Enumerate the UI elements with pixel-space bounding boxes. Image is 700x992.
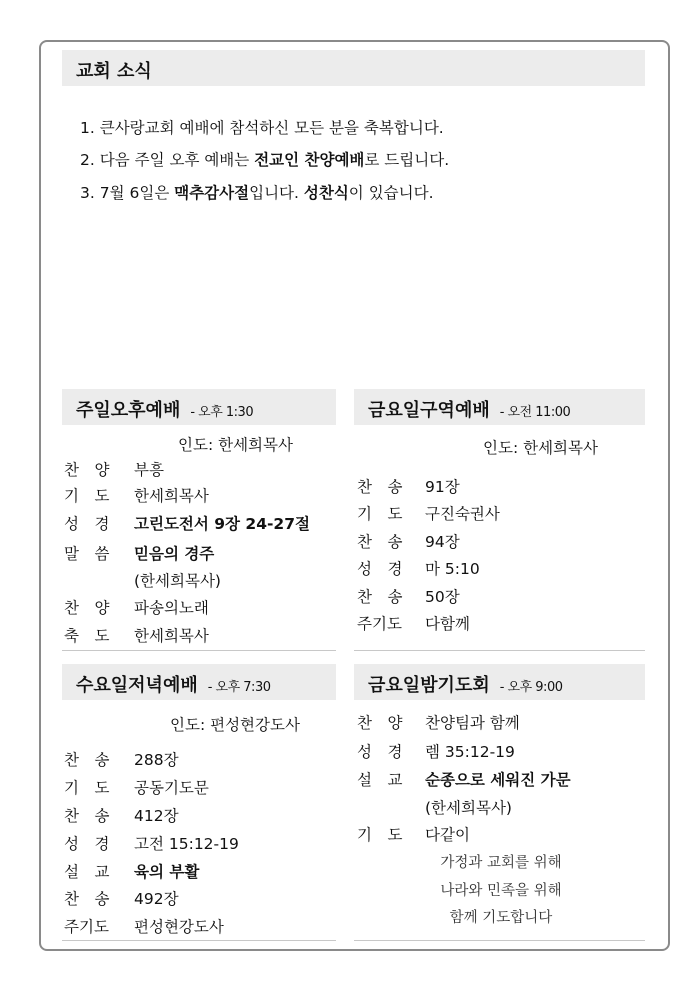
wednesday-service-time: - 오후 7:30 (207, 680, 271, 695)
order-label: 찬 송 (64, 890, 110, 908)
order-value: 편성현강도사 (134, 918, 224, 936)
divider (62, 940, 336, 941)
prayer-topic: 가정과 교회를 위해 (440, 855, 562, 871)
news-item-text: 다음 주일 오후 예배는 (99, 151, 255, 169)
wednesday-service-title: 수요일저녁예배 (76, 675, 198, 696)
wednesday-service-header (62, 664, 336, 700)
friday-night-prayer-title: 금요일밤기도회 (368, 675, 490, 696)
order-label: 찬 송 (64, 751, 110, 769)
order-value: (한세희목사) (134, 572, 221, 590)
order-label: 성 경 (357, 560, 403, 578)
friday-night-prayer-time: - 오후 9:00 (499, 680, 563, 695)
news-item-text: 입니다. (249, 184, 304, 202)
order-row (357, 768, 617, 790)
prayer-topic: 나라와 민족을 위해 (440, 883, 562, 899)
news-item-number: 3. (80, 184, 100, 202)
order-row (64, 832, 324, 854)
news-item (80, 148, 449, 170)
prayer-topic: 함께 기도합니다 (449, 910, 553, 926)
order-label: 찬 양 (64, 599, 110, 617)
order-value: 파송의노래 (134, 599, 209, 617)
order-label: 성 경 (357, 743, 403, 761)
order-row (64, 542, 324, 564)
order-row (357, 796, 617, 818)
order-label: 찬 송 (357, 533, 403, 551)
order-value: 50장 (425, 588, 460, 606)
sunday-service-title: 주일오후예배 (76, 400, 181, 421)
order-value: 구진숙권사 (425, 505, 500, 523)
order-row (64, 624, 324, 646)
order-label: 축 도 (64, 627, 110, 645)
order-row (64, 512, 324, 534)
friday-area-service-title: 금요일구역예배 (368, 400, 490, 421)
order-row (357, 823, 617, 845)
order-value: 순종으로 세워진 가문 (425, 771, 571, 789)
order-row (357, 612, 617, 634)
order-label: 주기도 (64, 918, 109, 936)
news-item-emphasis: 맥추감사절 (174, 184, 250, 202)
news-item-emphasis: 전교인 찬양예배 (254, 151, 365, 169)
order-row (64, 804, 324, 826)
order-row (64, 776, 324, 798)
order-row (64, 569, 324, 591)
news-header (62, 50, 645, 86)
order-label: 기 도 (64, 487, 110, 505)
news-item (80, 116, 444, 138)
order-row (64, 596, 324, 618)
order-value: 믿음의 경주 (134, 545, 215, 563)
order-row (357, 475, 617, 497)
sunday-service-leader: 인도: 한세희목사 (178, 436, 293, 454)
order-value: 마 5:10 (425, 560, 480, 578)
news-item-emphasis: 성찬식 (303, 184, 349, 202)
news-item-text: 7월 6일은 (99, 184, 175, 202)
order-label: 찬 송 (357, 478, 403, 496)
order-value: 한세희목사 (134, 627, 209, 645)
order-row (357, 502, 617, 524)
order-value: 렘 35:12-19 (425, 743, 515, 761)
order-value: 공동기도문 (134, 779, 209, 797)
order-value: 한세희목사 (134, 487, 209, 505)
order-row (357, 711, 617, 733)
order-value: 다함께 (425, 615, 470, 633)
divider (354, 940, 645, 941)
order-label: 찬 양 (357, 714, 403, 732)
order-value: 91장 (425, 478, 460, 496)
order-row (357, 557, 617, 579)
order-label: 설 교 (357, 771, 403, 789)
order-label: 찬 송 (64, 807, 110, 825)
order-value: 492장 (134, 890, 179, 908)
order-value: 288장 (134, 751, 179, 769)
order-row (64, 458, 324, 480)
friday-area-service-leader: 인도: 한세희목사 (483, 439, 598, 457)
order-label: 말 씀 (64, 545, 110, 563)
news-item-text: 이 있습니다. (348, 184, 434, 202)
friday-area-service-header (354, 389, 645, 425)
order-label: 기 도 (357, 826, 403, 844)
order-row (64, 748, 324, 770)
order-value: 다같이 (425, 826, 470, 844)
friday-night-prayer-header (354, 664, 645, 700)
news-item-text: 로 드립니다. (364, 151, 450, 169)
order-value: 고전 15:12-19 (134, 835, 239, 853)
order-row (357, 740, 617, 762)
divider (354, 650, 645, 651)
news-item-text: 큰사랑교회 예배에 참석하신 모든 분을 축복합니다. (99, 119, 444, 137)
order-label: 성 경 (64, 835, 110, 853)
order-value: 육의 부활 (134, 863, 200, 881)
order-value: 412장 (134, 807, 179, 825)
order-value: 찬양팀과 함께 (425, 714, 520, 732)
order-row (357, 585, 617, 607)
order-value: 94장 (425, 533, 460, 551)
order-row (64, 484, 324, 506)
order-label: 찬 양 (64, 461, 110, 479)
order-label: 설 교 (64, 863, 110, 881)
order-label: 주기도 (357, 615, 402, 633)
order-row (357, 530, 617, 552)
order-label: 찬 송 (357, 588, 403, 606)
news-item-number: 2. (80, 151, 100, 169)
order-label: 기 도 (357, 505, 403, 523)
order-label: 기 도 (64, 779, 110, 797)
order-row (64, 887, 324, 909)
divider (62, 650, 336, 651)
order-value: (한세희목사) (425, 799, 512, 817)
order-value: 고린도전서 9장 24-27절 (134, 515, 310, 533)
order-row (64, 915, 324, 937)
order-label: 성 경 (64, 515, 110, 533)
sunday-service-header (62, 389, 336, 425)
news-title: 교회 소식 (76, 61, 152, 82)
order-row (64, 860, 324, 882)
news-item (80, 181, 434, 203)
wednesday-service-leader: 인도: 편성현강도사 (170, 716, 300, 734)
order-value: 부흥 (134, 461, 164, 479)
sunday-service-time: - 오후 1:30 (190, 405, 254, 420)
news-item-number: 1. (80, 119, 100, 137)
friday-area-service-time: - 오전 11:00 (499, 405, 571, 420)
